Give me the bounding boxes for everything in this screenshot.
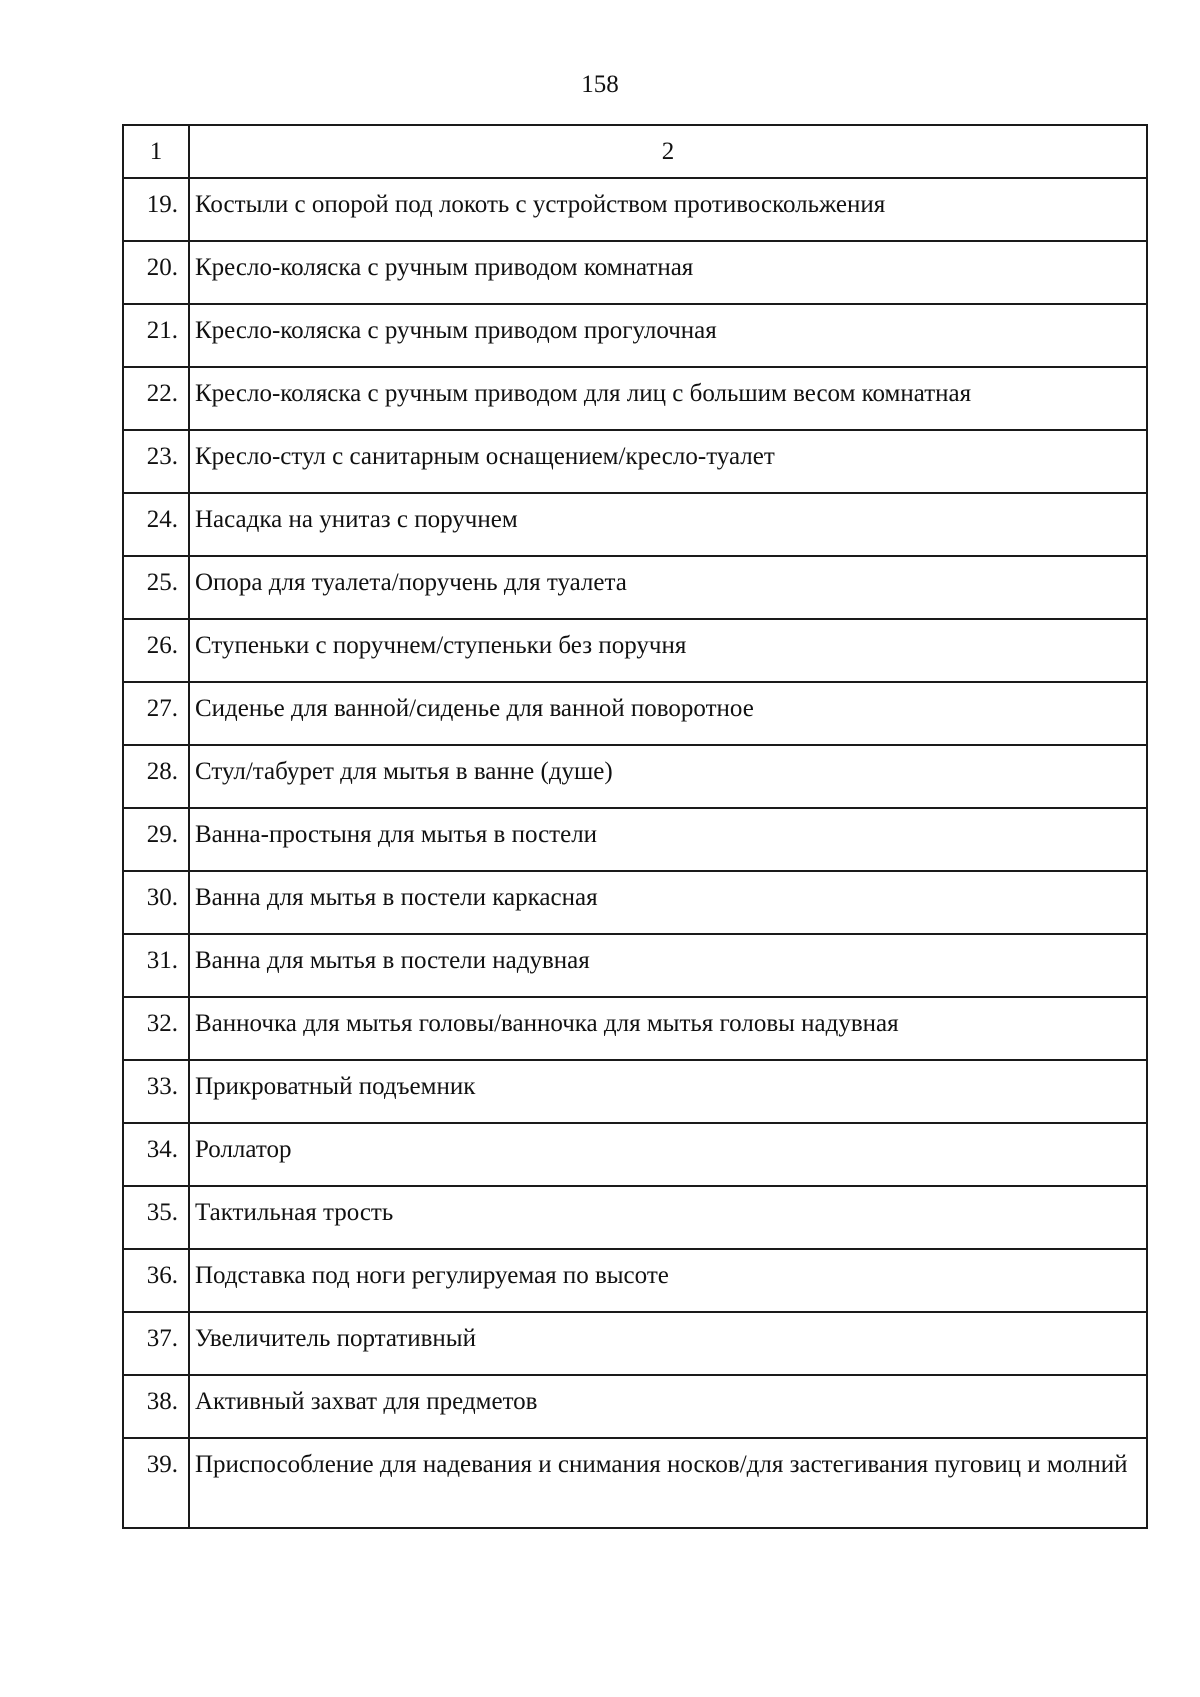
table-row	[123, 1123, 1147, 1186]
table-row	[123, 1312, 1147, 1375]
item-name: Ступеньки с поручнем/ступеньки без поручня	[189, 619, 1147, 682]
table-header-row	[123, 125, 1147, 178]
table-row	[123, 178, 1147, 241]
item-name: Кресло-коляска с ручным приводом прогулочная	[189, 304, 1147, 367]
item-name: Прикроватный подъемник	[189, 1060, 1147, 1123]
table-body	[123, 178, 1147, 1528]
item-name: Увеличитель портативный	[189, 1312, 1147, 1375]
table-row	[123, 1186, 1147, 1249]
item-name: Ванна для мытья в постели надувная	[189, 934, 1147, 997]
table-row	[123, 808, 1147, 871]
table-row	[123, 556, 1147, 619]
row-number: 35.	[123, 1186, 189, 1249]
table-row	[123, 304, 1147, 367]
row-number: 29.	[123, 808, 189, 871]
table-row	[123, 1249, 1147, 1312]
table-row	[123, 871, 1147, 934]
table-row	[123, 745, 1147, 808]
row-number: 36.	[123, 1249, 189, 1312]
table-row	[123, 430, 1147, 493]
table-row	[123, 493, 1147, 556]
row-number: 33.	[123, 1060, 189, 1123]
item-name: Сиденье для ванной/сиденье для ванной поворотное	[189, 682, 1147, 745]
column-header-number: 1	[123, 125, 189, 178]
item-name: Роллатор	[189, 1123, 1147, 1186]
item-name: Кресло-коляска с ручным приводом для лиц с большим весом комнатная	[189, 367, 1147, 430]
row-number: 26.	[123, 619, 189, 682]
table-row	[123, 241, 1147, 304]
item-name: Ванночка для мытья головы/ванночка для мытья головы надувная	[189, 997, 1147, 1060]
row-number: 28.	[123, 745, 189, 808]
items-table	[122, 124, 1148, 1529]
row-number: 23.	[123, 430, 189, 493]
page-number: 158	[581, 71, 619, 98]
item-name: Приспособление для надевания и снимания носков/для застегивания пуговиц и молний	[189, 1438, 1147, 1528]
row-number: 21.	[123, 304, 189, 367]
row-number: 32.	[123, 997, 189, 1060]
table-row	[123, 934, 1147, 997]
row-number: 37.	[123, 1312, 189, 1375]
item-name: Подставка под ноги регулируемая по высоте	[189, 1249, 1147, 1312]
row-number: 24.	[123, 493, 189, 556]
table-row	[123, 997, 1147, 1060]
row-number: 38.	[123, 1375, 189, 1438]
column-header-name: 2	[189, 125, 1147, 178]
row-number: 22.	[123, 367, 189, 430]
table-row	[123, 682, 1147, 745]
item-name: Костыли с опорой под локоть с устройством противоскольжения	[189, 178, 1147, 241]
item-name: Стул/табурет для мытья в ванне (душе)	[189, 745, 1147, 808]
item-name: Тактильная трость	[189, 1186, 1147, 1249]
row-number: 31.	[123, 934, 189, 997]
row-number: 39.	[123, 1438, 189, 1528]
table-row	[123, 1375, 1147, 1438]
table-row	[123, 1438, 1147, 1528]
item-name: Ванна-простыня для мытья в постели	[189, 808, 1147, 871]
item-name: Кресло-стул с санитарным оснащением/кресло-туалет	[189, 430, 1147, 493]
item-name: Опора для туалета/поручень для туалета	[189, 556, 1147, 619]
item-name: Активный захват для предметов	[189, 1375, 1147, 1438]
row-number: 19.	[123, 178, 189, 241]
table-row	[123, 367, 1147, 430]
row-number: 27.	[123, 682, 189, 745]
item-name: Кресло-коляска с ручным приводом комнатная	[189, 241, 1147, 304]
row-number: 30.	[123, 871, 189, 934]
item-name: Ванна для мытья в постели каркасная	[189, 871, 1147, 934]
row-number: 25.	[123, 556, 189, 619]
table-row	[123, 1060, 1147, 1123]
item-name: Насадка на унитаз с поручнем	[189, 493, 1147, 556]
table-row	[123, 619, 1147, 682]
row-number: 20.	[123, 241, 189, 304]
row-number: 34.	[123, 1123, 189, 1186]
